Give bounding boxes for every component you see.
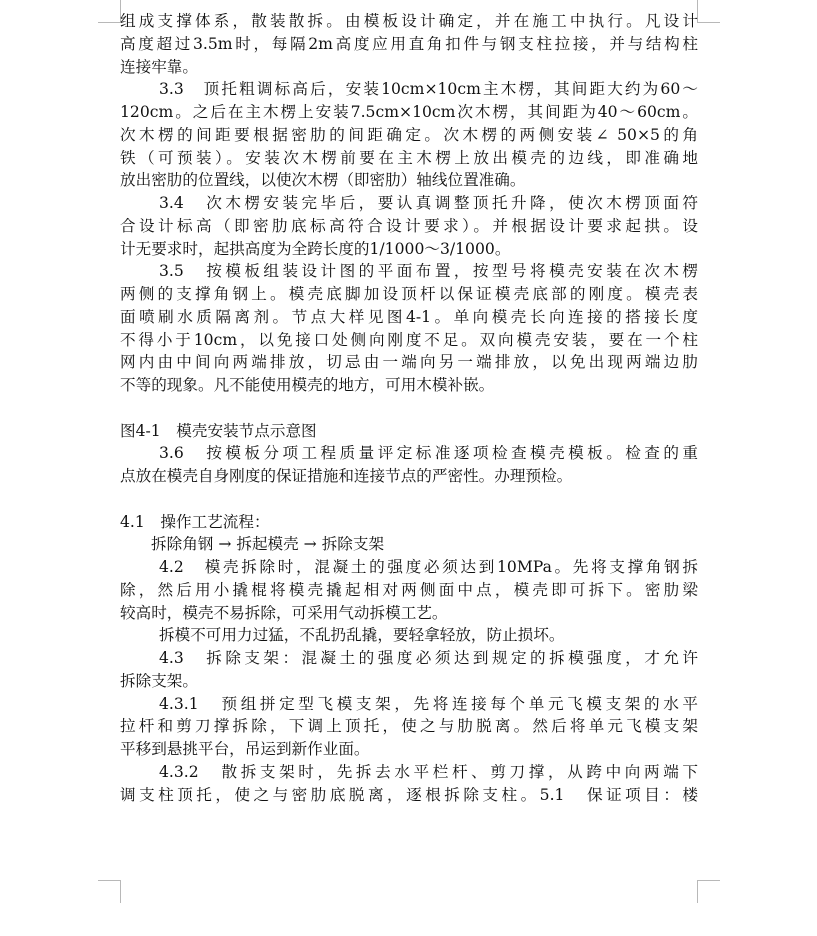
- text-line: 不等的现象。凡不能使用模壳的地方，可用木模补嵌。: [120, 376, 495, 394]
- text-line: 拉杆和剪刀撑拆除，下调上顶托，使之与肋脱离。然后将单元飞模支架: [120, 717, 698, 736]
- text-line: 4.3.1 预组拼定型飞模支架，先将连接每个单元飞模支架的水平: [159, 694, 698, 713]
- text-line: 图4-1 模壳安装节点示意图: [120, 421, 317, 440]
- blank-line: [120, 488, 698, 511]
- text-line: 面喷刷水质隔离剂。节点大样见图4-1。单向模壳长向连接的搭接长度: [120, 307, 698, 326]
- text-line: 计无要求时，起拱高度为全跨长度的1/1000～3/1000。: [120, 239, 511, 258]
- text-line: 4.1 操作工艺流程：: [120, 512, 270, 531]
- text-line: 拆除角钢 → 拆起模壳 → 拆除支架: [151, 535, 385, 554]
- text-line: 较高时，模壳不易拆除，可采用气动拆模工艺。: [120, 603, 448, 622]
- text-line: 组成支撑体系，散装散拆。由模板设计确定，并在施工中执行。凡设计: [120, 12, 698, 30]
- text-line: 高度超过3.5m时，每隔2m高度应用直角扣件与钢支柱拉接，并与结构柱: [120, 34, 698, 53]
- blank-line: [120, 397, 698, 420]
- text-line: 次木楞的间距要根据密肋的间距确定。次木楞的两侧安装∠ 50×5的角: [120, 125, 698, 144]
- text-line: 4.3.2 散拆支架时，先拆去水平栏杆、剪刀撑，从跨中向两端下: [159, 762, 698, 781]
- text-line: 3.4 次木楞安装完毕后，要认真调整顶托升降，使次木楞顶面符: [159, 194, 698, 212]
- text-line: 铁（可预装）。安装次木楞前要在主木楞上放出模壳的边线，即准确地: [120, 148, 698, 167]
- text-line: 3.5 按模板组装设计图的平面布置，按型号将模壳安装在次木楞: [159, 262, 698, 281]
- text-line: 拆除支架。: [120, 671, 198, 690]
- margin-corner-bottom-right: [697, 880, 720, 903]
- text-line: 合设计标高（即密肋底标高符合设计要求）。并根据设计要求起拱。设: [120, 216, 698, 235]
- text-line: 放出密肋的位置线，以使次木楞（即密肋）轴线位置准确。: [120, 171, 526, 190]
- margin-corner-bottom-left: [98, 880, 121, 903]
- text-line: 120cm。之后在主木楞上安装7.5cm×10cm次木楞，其间距为40～60cm。: [120, 103, 698, 121]
- text-line: 除，然后用小撬棍将模壳撬起相对两侧面中点，模壳即可拆下。密肋梁: [120, 580, 698, 599]
- text-line: 3.6 按模板分项工程质量评定标准逐项检查模壳模板。检查的重: [159, 444, 698, 463]
- margin-corner-top-right: [697, 0, 720, 23]
- text-line: 4.3 拆除支架：混凝土的强度必须达到规定的拆模强度，才允许: [159, 649, 698, 667]
- text-line: 3.3 顶托粗调标高后，安装10cm×10cm主木楞，其间距大约为60～: [159, 80, 698, 99]
- text-line: 点放在模壳自身刚度的保证措施和连接节点的严密性。办理预检。: [120, 467, 573, 485]
- text-line: 网内由中间向两端排放，切忌由一端向另一端排放，以免出现两端边肋: [120, 353, 698, 372]
- text-line: 调支柱顶托，使之与密肋底脱离，逐根拆除支柱。5.1 保证项目：楼: [120, 785, 698, 804]
- text-line: 拆模不可用力过猛，不乱扔乱撬，要轻拿轻放，防止损坏。: [159, 626, 565, 645]
- margin-corner-top-left: [98, 0, 121, 23]
- text-line: 平移到悬挑平台，吊运到新作业面。: [120, 740, 370, 758]
- text-line: 4.2 模壳拆除时，混凝土的强度必须达到10MPa。先将支撑角钢拆: [159, 558, 698, 576]
- document-body: [120, 10, 698, 806]
- text-line: 连接牢靠。: [120, 57, 198, 76]
- text-line: 不得小于10cm，以免接口处侧向刚度不足。双向模壳安装，要在一个柱: [120, 330, 698, 349]
- text-line: 两侧的支撑角钢上。模壳底脚加设顶杆以保证模壳底部的刚度。模壳表: [120, 285, 698, 303]
